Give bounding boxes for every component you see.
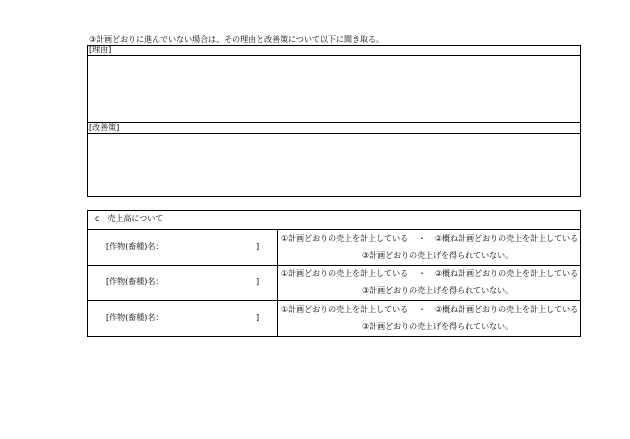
item-name-label: [作物(畜種)名： xyxy=(106,313,164,322)
option-1[interactable]: ①計画どおりの売上を計上している xyxy=(281,305,409,314)
improvement-text-area[interactable] xyxy=(88,134,580,196)
improvement-top-divider xyxy=(87,122,581,123)
item-name-label: [作物(畜種)名： xyxy=(106,277,164,286)
reason-label: [理由] xyxy=(89,45,112,54)
item-name-close: ] xyxy=(256,313,260,322)
option-separator: ・ xyxy=(418,234,426,243)
item-name-input[interactable] xyxy=(170,241,250,253)
improvement-label: [改善策] xyxy=(89,123,120,132)
option-3[interactable]: ③計画どおりの売上げを得られていない。 xyxy=(362,286,514,295)
option-1[interactable]: ①計画どおりの売上を計上している xyxy=(281,234,409,243)
item-name-label: [作物(畜種)名： xyxy=(106,242,164,251)
item-name-input[interactable] xyxy=(170,276,250,288)
sales-column-divider xyxy=(277,229,278,337)
section-instruction: ③計画どおりに進んでいない場合は、その理由と改善策について以下に聞き取る。 xyxy=(89,35,385,44)
item-name-input[interactable] xyxy=(170,312,250,324)
item-name-close: ] xyxy=(256,242,260,251)
reason-text-area[interactable] xyxy=(88,56,580,121)
option-1[interactable]: ①計画どおりの売上を計上している xyxy=(281,269,409,278)
option-2[interactable]: ②概ね計画どおりの売上を計上している xyxy=(435,269,579,278)
option-separator: ・ xyxy=(418,305,426,314)
sales-title-divider xyxy=(87,229,581,230)
sales-row-divider xyxy=(87,300,581,301)
sales-title: c 売上高について xyxy=(95,214,164,223)
option-3[interactable]: ③計画どおりの売上げを得られていない。 xyxy=(362,322,514,331)
option-2[interactable]: ②概ね計画どおりの売上を計上している xyxy=(435,234,579,243)
option-3[interactable]: ③計画どおりの売上げを得られていない。 xyxy=(362,251,514,260)
option-2[interactable]: ②概ね計画どおりの売上を計上している xyxy=(435,305,579,314)
item-name-close: ] xyxy=(256,277,260,286)
sales-row-divider xyxy=(87,265,581,266)
option-separator: ・ xyxy=(418,269,426,278)
